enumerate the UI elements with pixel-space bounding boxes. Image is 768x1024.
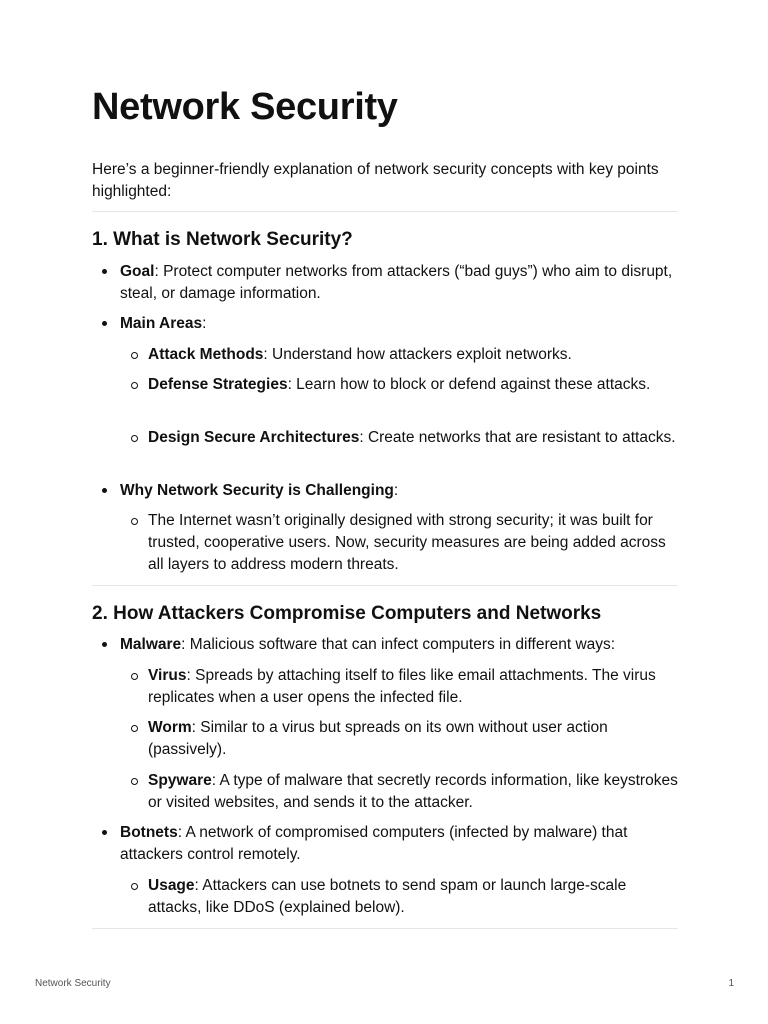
term-goal: Goal [120, 263, 155, 280]
list-item-why-challenging [120, 480, 676, 502]
divider [92, 585, 678, 586]
bullet-icon [102, 830, 107, 835]
term-main-areas: Main Areas [120, 315, 203, 332]
usage-text: : Attackers can use botnets to send spam or launch large-scale attacks, like DDoS (explained below). [148, 877, 627, 916]
attack-methods-text: : Understand how attackers exploit networks. [263, 346, 572, 363]
term-worm: Worm [148, 719, 192, 736]
bullet-icon [102, 488, 107, 493]
internet-text: The Internet wasn’t originally designed with strong security; it was built for trusted, cooperative users. Now, security measures are being added across all layers to address modern threats. [148, 512, 666, 573]
circle-bullet-icon [131, 725, 138, 732]
list-item-internet [148, 510, 678, 576]
circle-bullet-icon [131, 382, 138, 389]
list-item-defense-strategies [148, 374, 678, 396]
footer-document-title: Network Security [35, 978, 111, 989]
list-item-attack-methods [148, 344, 678, 366]
botnets-text: : A network of compromised computers (infected by malware) that attackers control remotely. [120, 824, 628, 863]
circle-bullet-icon [131, 518, 138, 525]
term-attack-methods: Attack Methods [148, 346, 264, 363]
main-areas-text: : [202, 315, 207, 332]
divider [92, 928, 678, 929]
divider [92, 211, 678, 212]
intro-paragraph: Here’s a beginner-friendly explanation of network security concepts with key points highlighted: [92, 161, 659, 200]
circle-bullet-icon [131, 352, 138, 359]
list-item-usage [148, 875, 678, 919]
footer-page-number: 1 [728, 978, 734, 989]
bullet-icon [102, 642, 107, 647]
virus-text: : Spreads by attaching itself to files like email attachments. The virus replicates when a user opens the infected file. [148, 667, 656, 706]
term-why-challenging: Why Network Security is Challenging [120, 482, 394, 499]
spyware-text: : A type of malware that secretly records information, like keystrokes or visited websites, and sends it to the attacker. [148, 772, 678, 811]
term-design-secure: Design Secure Architectures [148, 429, 360, 446]
circle-bullet-icon [131, 435, 138, 442]
term-defense-strategies: Defense Strategies [148, 376, 288, 393]
malware-text: : Malicious software that can infect computers in different ways: [181, 636, 616, 653]
page-title: Network Security [92, 86, 398, 128]
circle-bullet-icon [131, 778, 138, 785]
section-1-heading: 1. What is Network Security? [92, 229, 353, 250]
list-item-malware [120, 634, 676, 656]
term-virus: Virus [148, 667, 187, 684]
list-item-worm [148, 717, 678, 761]
section-2-heading: 2. How Attackers Compromise Computers and Networks [92, 603, 602, 624]
defense-strategies-text: : Learn how to block or defend against these attacks. [287, 376, 651, 393]
worm-text: : Similar to a virus but spreads on its own without user action (passively). [148, 719, 608, 758]
term-spyware: Spyware [148, 772, 212, 789]
list-item-main-areas [120, 313, 676, 335]
list-item-goal [120, 261, 676, 305]
circle-bullet-icon [131, 883, 138, 890]
list-item-spyware [148, 770, 678, 814]
bullet-icon [102, 321, 107, 326]
term-usage: Usage [148, 877, 195, 894]
goal-text: : Protect computer networks from attackers (“bad guys”) who aim to disrupt, steal, or damage information. [120, 263, 673, 302]
list-item-virus [148, 665, 678, 709]
bullet-icon [102, 269, 107, 274]
list-item-design-secure [148, 427, 678, 449]
list-item-botnets [120, 822, 676, 866]
circle-bullet-icon [131, 673, 138, 680]
why-challenging-text: : [393, 482, 399, 499]
design-secure-text: : Create networks that are resistant to attacks. [359, 429, 676, 446]
term-malware: Malware [120, 636, 182, 653]
term-botnets: Botnets [120, 824, 178, 841]
